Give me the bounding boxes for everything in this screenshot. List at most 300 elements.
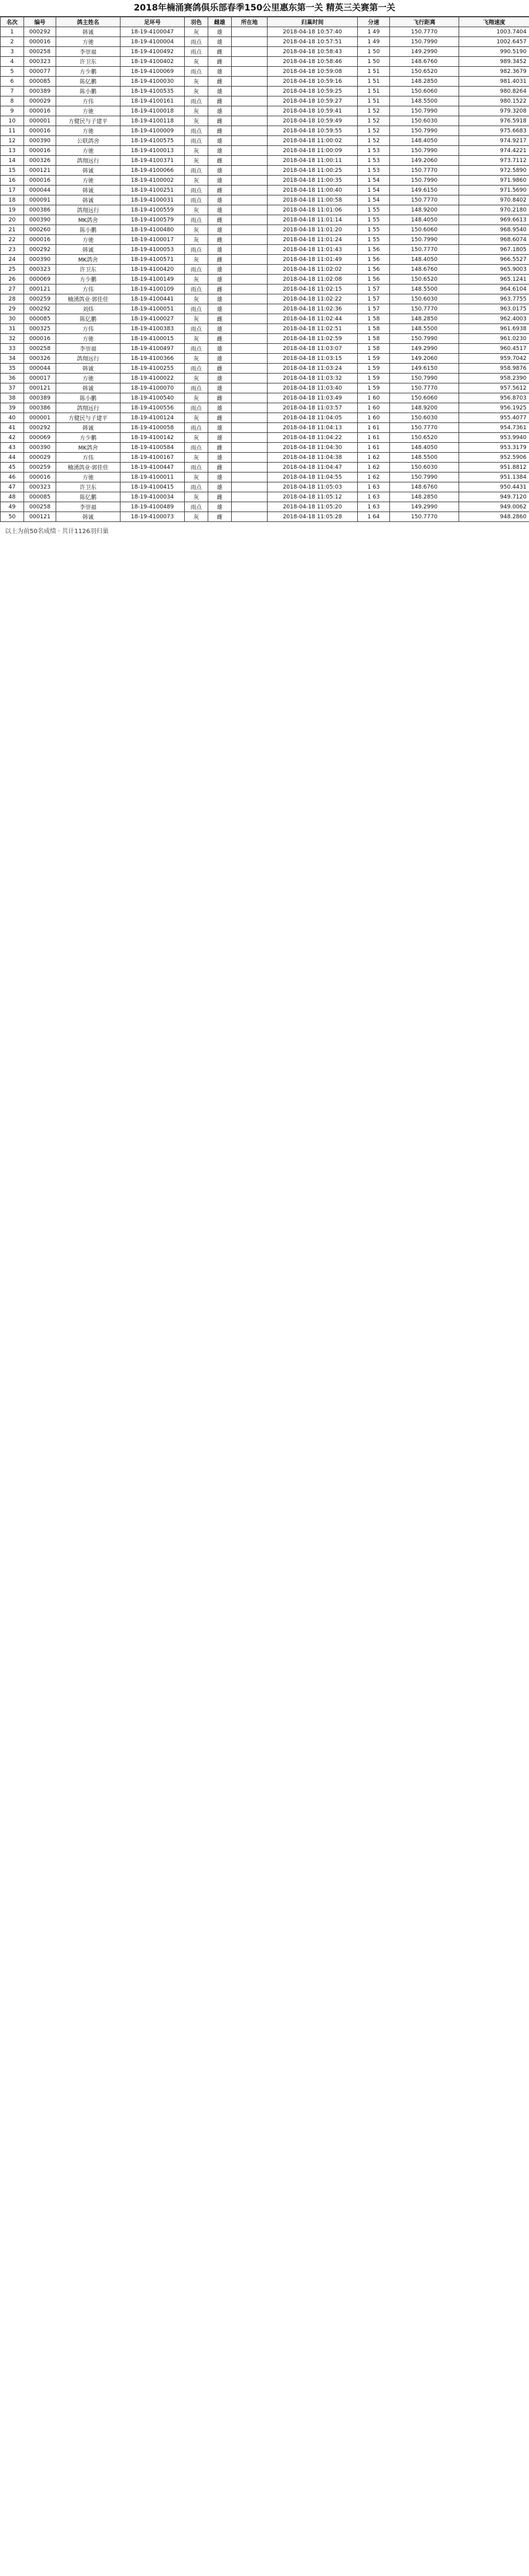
- table-cell: 951.1384: [459, 473, 529, 482]
- table-cell: 1 59: [358, 383, 390, 393]
- table-cell: 2018-04-18 11:01:14: [268, 215, 358, 225]
- table-cell: 18: [1, 195, 24, 205]
- table-cell: 148.4050: [390, 255, 459, 265]
- table-cell: 000292: [24, 27, 56, 37]
- table-cell: [232, 383, 268, 393]
- table-cell: 陈亿鹏: [56, 77, 121, 87]
- table-row: [1, 255, 529, 265]
- table-cell: 雌: [208, 443, 232, 453]
- table-cell: 灰: [185, 334, 208, 344]
- table-cell: 1 58: [358, 314, 390, 324]
- table-cell: 雌: [208, 314, 232, 324]
- table-cell: 150.7990: [390, 235, 459, 245]
- table-cell: 2018-04-18 10:57:40: [268, 27, 358, 37]
- table-cell: 000292: [24, 245, 56, 255]
- table-cell: 150.7990: [390, 146, 459, 156]
- table-cell: 雨点: [185, 96, 208, 106]
- table-cell: 2018-04-18 10:59:16: [268, 77, 358, 87]
- column-header: 羽色: [185, 17, 208, 27]
- table-cell: [232, 146, 268, 156]
- table-cell: 3: [1, 47, 24, 57]
- table-cell: 2018-04-18 11:01:06: [268, 205, 358, 215]
- table-cell: 30: [1, 314, 24, 324]
- table-cell: 31: [1, 324, 24, 334]
- table-cell: 18-19-4100584: [121, 443, 185, 453]
- table-cell: 2018-04-18 11:04:13: [268, 423, 358, 433]
- table-cell: 46: [1, 473, 24, 482]
- table-cell: 962.4003: [459, 314, 529, 324]
- table-cell: 雌: [208, 334, 232, 344]
- table-cell: 2018-04-18 11:05:28: [268, 512, 358, 522]
- table-cell: 鸽翔远行: [56, 354, 121, 364]
- table-cell: 18-19-4100004: [121, 37, 185, 47]
- table-cell: 灰: [185, 87, 208, 96]
- table-cell: 49: [1, 502, 24, 512]
- table-cell: 953.9940: [459, 433, 529, 443]
- table-cell: 灰: [185, 433, 208, 443]
- table-cell: 23: [1, 245, 24, 255]
- table-cell: [232, 96, 268, 106]
- table-cell: 149.2990: [390, 502, 459, 512]
- table-row: [1, 383, 529, 393]
- table-cell: 2018-04-18 11:02:59: [268, 334, 358, 344]
- table-cell: [232, 463, 268, 473]
- column-header: 足环号: [121, 17, 185, 27]
- table-cell: 雨点: [185, 186, 208, 195]
- table-cell: 8: [1, 96, 24, 106]
- table-cell: 1 60: [358, 403, 390, 413]
- table-cell: 150.7990: [390, 374, 459, 383]
- table-cell: 1 49: [358, 37, 390, 47]
- table-cell: [232, 473, 268, 482]
- table-cell: [232, 245, 268, 255]
- table-cell: 000001: [24, 413, 56, 423]
- table-cell: 2018-04-18 10:58:46: [268, 57, 358, 67]
- table-cell: 25: [1, 265, 24, 275]
- table-cell: 18-19-4100047: [121, 27, 185, 37]
- table-row: [1, 27, 529, 37]
- table-cell: 2018-04-18 11:00:09: [268, 146, 358, 156]
- table-cell: 36: [1, 374, 24, 383]
- table-cell: [232, 156, 268, 166]
- table-cell: 970.8402: [459, 195, 529, 205]
- table-cell: 灰: [185, 473, 208, 482]
- table-cell: 方驰: [56, 146, 121, 156]
- table-cell: 18-19-4100066: [121, 166, 185, 176]
- table-cell: 2018-04-18 11:03:57: [268, 403, 358, 413]
- table-cell: 150.6520: [390, 67, 459, 77]
- table-cell: 22: [1, 235, 24, 245]
- table-cell: 18-19-4100017: [121, 235, 185, 245]
- table-cell: 989.3452: [459, 57, 529, 67]
- table-cell: 000323: [24, 482, 56, 492]
- table-cell: 雨点: [185, 166, 208, 176]
- table-cell: 雄: [208, 502, 232, 512]
- table-cell: 41: [1, 423, 24, 433]
- table-cell: 000390: [24, 215, 56, 225]
- table-cell: 149.2060: [390, 156, 459, 166]
- column-header: 飞行距离: [390, 17, 459, 27]
- table-row: [1, 453, 529, 463]
- table-cell: 雄: [208, 453, 232, 463]
- table-cell: 雄: [208, 354, 232, 364]
- table-cell: [232, 106, 268, 116]
- table-cell: 1 50: [358, 57, 390, 67]
- table-cell: 雌: [208, 215, 232, 225]
- table-cell: 9: [1, 106, 24, 116]
- table-cell: 2018-04-18 11:02:44: [268, 314, 358, 324]
- table-cell: 18-19-4100402: [121, 57, 185, 67]
- table-cell: 雌: [208, 126, 232, 136]
- table-row: [1, 304, 529, 314]
- table-cell: 150.7770: [390, 383, 459, 393]
- table-cell: [232, 482, 268, 492]
- table-row: [1, 285, 529, 294]
- table-cell: 1003.7404: [459, 27, 529, 37]
- table-cell: 雌: [208, 255, 232, 265]
- table-cell: 974.4221: [459, 146, 529, 156]
- table-cell: 李崇福: [56, 502, 121, 512]
- table-cell: 雄: [208, 374, 232, 383]
- table-cell: [232, 502, 268, 512]
- footer-note: 以上为前50名成绩 · 共计1126羽归巢: [5, 528, 109, 535]
- table-cell: 150.7990: [390, 126, 459, 136]
- table-cell: 方驰: [56, 176, 121, 186]
- table-cell: 雌: [208, 96, 232, 106]
- table-cell: 000326: [24, 156, 56, 166]
- table-cell: 150.6030: [390, 463, 459, 473]
- table-cell: 雨点: [185, 215, 208, 225]
- table-cell: 雨点: [185, 304, 208, 314]
- table-cell: 2018-04-18 11:00:25: [268, 166, 358, 176]
- table-cell: [232, 47, 268, 57]
- table-cell: 18-19-4100109: [121, 285, 185, 294]
- table-cell: 972.5890: [459, 166, 529, 176]
- table-cell: 雄: [208, 37, 232, 47]
- table-cell: 000044: [24, 186, 56, 195]
- table-cell: [232, 443, 268, 453]
- table-cell: [232, 166, 268, 176]
- table-cell: 1 63: [358, 482, 390, 492]
- table-cell: 32: [1, 334, 24, 344]
- table-cell: 18-19-4100167: [121, 453, 185, 463]
- table-cell: 韩诚: [56, 166, 121, 176]
- table-cell: 000121: [24, 383, 56, 393]
- table-cell: 000260: [24, 225, 56, 235]
- table-cell: [232, 27, 268, 37]
- table-cell: 000292: [24, 423, 56, 433]
- table-row: [1, 275, 529, 285]
- table-cell: [232, 364, 268, 374]
- table-row: [1, 195, 529, 205]
- table-cell: 方驰: [56, 374, 121, 383]
- table-cell: 964.6104: [459, 285, 529, 294]
- table-cell: 150.6060: [390, 225, 459, 235]
- table-cell: [232, 37, 268, 47]
- table-cell: 1 53: [358, 166, 390, 176]
- table-cell: 灰: [185, 275, 208, 285]
- table-cell: 955.4077: [459, 413, 529, 423]
- table-cell: 灰: [185, 176, 208, 186]
- table-cell: 18-19-4100447: [121, 463, 185, 473]
- table-cell: 方驰: [56, 334, 121, 344]
- table-cell: 韩诚: [56, 364, 121, 374]
- table-cell: 2018-04-18 10:59:25: [268, 87, 358, 96]
- table-cell: 1 53: [358, 156, 390, 166]
- table-cell: 2018-04-18 11:03:24: [268, 364, 358, 374]
- table-cell: 45: [1, 463, 24, 473]
- table-cell: 1 51: [358, 96, 390, 106]
- table-cell: 149.6150: [390, 364, 459, 374]
- table-cell: 950.4431: [459, 482, 529, 492]
- table-cell: 18-19-4100073: [121, 512, 185, 522]
- table-cell: 1 54: [358, 195, 390, 205]
- table-cell: 000121: [24, 512, 56, 522]
- table-cell: [232, 324, 268, 334]
- table-row: [1, 87, 529, 96]
- table-cell: 24: [1, 255, 24, 265]
- table-cell: 37: [1, 383, 24, 393]
- table-cell: 000016: [24, 146, 56, 156]
- table-cell: 雨点: [185, 67, 208, 77]
- table-cell: 961.6938: [459, 324, 529, 334]
- table-cell: 974.9217: [459, 136, 529, 146]
- table-cell: 000325: [24, 324, 56, 334]
- table-cell: 1 58: [358, 334, 390, 344]
- table-cell: 雄: [208, 275, 232, 285]
- table-cell: 959.7042: [459, 354, 529, 364]
- table-cell: 2018-04-18 11:00:58: [268, 195, 358, 205]
- table-cell: 方驰: [56, 37, 121, 47]
- table-cell: 148.6760: [390, 57, 459, 67]
- table-cell: 000258: [24, 47, 56, 57]
- table-cell: 2018-04-18 11:01:20: [268, 225, 358, 235]
- table-cell: 954.7361: [459, 423, 529, 433]
- table-cell: 方伟: [56, 453, 121, 463]
- table-row: [1, 344, 529, 354]
- table-cell: 958.2390: [459, 374, 529, 383]
- table-cell: 方驰: [56, 106, 121, 116]
- table-row: [1, 502, 529, 512]
- table-cell: 000292: [24, 304, 56, 314]
- table-cell: 陈小鹏: [56, 225, 121, 235]
- table-cell: 18-19-4100371: [121, 156, 185, 166]
- table-cell: 148.2850: [390, 77, 459, 87]
- table-cell: 18-19-4100051: [121, 304, 185, 314]
- table-cell: 灰: [185, 512, 208, 522]
- table-cell: 18-19-4100149: [121, 275, 185, 285]
- table-cell: 13: [1, 146, 24, 156]
- table-cell: [232, 225, 268, 235]
- table-cell: 000069: [24, 433, 56, 443]
- table-cell: [232, 512, 268, 522]
- table-cell: 148.4050: [390, 215, 459, 225]
- table-cell: 2018-04-18 11:04:47: [268, 463, 358, 473]
- table-cell: 148.5500: [390, 324, 459, 334]
- table-cell: 雨点: [185, 37, 208, 47]
- table-cell: 2018-04-18 11:00:02: [268, 136, 358, 146]
- table-cell: [232, 116, 268, 126]
- table-cell: 2018-04-18 10:57:51: [268, 37, 358, 47]
- table-cell: 1 55: [358, 225, 390, 235]
- table-cell: 000016: [24, 37, 56, 47]
- table-cell: 陈小鹏: [56, 87, 121, 96]
- table-cell: [232, 294, 268, 304]
- table-cell: 000326: [24, 354, 56, 364]
- table-cell: 1 52: [358, 106, 390, 116]
- table-cell: 2018-04-18 11:04:22: [268, 433, 358, 443]
- table-cell: 方驰: [56, 126, 121, 136]
- table-cell: 18-19-4100255: [121, 364, 185, 374]
- table-cell: 2018-04-18 11:00:35: [268, 176, 358, 186]
- table-cell: 雄: [208, 403, 232, 413]
- table-cell: 000029: [24, 453, 56, 463]
- table-cell: 鸽翔远行: [56, 205, 121, 215]
- table-cell: 灰: [185, 492, 208, 502]
- table-cell: 2018-04-18 10:59:41: [268, 106, 358, 116]
- table-cell: 150.7990: [390, 334, 459, 344]
- table-cell: 953.3179: [459, 443, 529, 453]
- table-cell: 1 62: [358, 453, 390, 463]
- table-cell: 000085: [24, 314, 56, 324]
- table-cell: 000259: [24, 294, 56, 304]
- table-cell: 000016: [24, 176, 56, 186]
- table-cell: 1 62: [358, 473, 390, 482]
- table-cell: 雄: [208, 433, 232, 443]
- table-cell: 灰: [185, 57, 208, 67]
- table-cell: [232, 354, 268, 364]
- table-cell: 10: [1, 116, 24, 126]
- table-cell: 雨点: [185, 245, 208, 255]
- table-cell: 雨点: [185, 423, 208, 433]
- table-row: [1, 96, 529, 106]
- table-cell: 18-19-4100383: [121, 324, 185, 334]
- table-cell: [232, 186, 268, 195]
- table-cell: 1 55: [358, 235, 390, 245]
- table-row: [1, 57, 529, 67]
- table-row: [1, 106, 529, 116]
- table-cell: 18-19-4100540: [121, 393, 185, 403]
- table-cell: 韩诚: [56, 245, 121, 255]
- table-cell: 150.7990: [390, 176, 459, 186]
- table-cell: 灰: [185, 314, 208, 324]
- table-cell: 000016: [24, 106, 56, 116]
- table-cell: 1 61: [358, 423, 390, 433]
- table-cell: 楠湧鸽业·郭佳佳: [56, 463, 121, 473]
- table-cell: 000323: [24, 265, 56, 275]
- table-cell: 27: [1, 285, 24, 294]
- table-cell: 灰: [185, 413, 208, 423]
- column-header: 编号: [24, 17, 56, 27]
- table-cell: 2: [1, 37, 24, 47]
- table-cell: 1 58: [358, 324, 390, 334]
- table-cell: 000069: [24, 275, 56, 285]
- table-cell: 1002.6457: [459, 37, 529, 47]
- table-cell: 000016: [24, 473, 56, 482]
- table-cell: 雌: [208, 492, 232, 502]
- table-cell: 雨点: [185, 383, 208, 393]
- table-cell: 雌: [208, 77, 232, 87]
- table-cell: [232, 265, 268, 275]
- table-cell: 957.5612: [459, 383, 529, 393]
- table-cell: [232, 314, 268, 324]
- table-cell: 雄: [208, 265, 232, 275]
- table-cell: 000016: [24, 235, 56, 245]
- table-cell: 148.6760: [390, 265, 459, 275]
- table-cell: 000390: [24, 443, 56, 453]
- table-cell: 18-19-4100535: [121, 87, 185, 96]
- table-cell: 1 53: [358, 146, 390, 156]
- table-row: [1, 403, 529, 413]
- table-cell: 2018-04-18 11:04:38: [268, 453, 358, 463]
- column-header: 鸽主姓名: [56, 17, 121, 27]
- table-cell: 灰: [185, 294, 208, 304]
- table-cell: 18-19-4100027: [121, 314, 185, 324]
- table-cell: [232, 492, 268, 502]
- table-cell: 000389: [24, 87, 56, 96]
- table-cell: 雄: [208, 225, 232, 235]
- table-cell: 灰: [185, 374, 208, 383]
- table-cell: 1 59: [358, 354, 390, 364]
- table-cell: 方伟: [56, 324, 121, 334]
- table-cell: 17: [1, 186, 24, 195]
- table-cell: 方驰: [56, 473, 121, 482]
- table-cell: 雌: [208, 47, 232, 57]
- table-cell: 18-19-4100366: [121, 354, 185, 364]
- table-cell: 1 62: [358, 463, 390, 473]
- column-header: 所在地: [232, 17, 268, 27]
- table-cell: 18-19-4100480: [121, 225, 185, 235]
- table-cell: 雌: [208, 235, 232, 245]
- table-cell: 000077: [24, 67, 56, 77]
- table-cell: 18-19-4100070: [121, 383, 185, 393]
- table-cell: 韩诚: [56, 186, 121, 195]
- table-cell: 148.5500: [390, 96, 459, 106]
- table-row: [1, 512, 529, 522]
- table-cell: 2018-04-18 10:59:49: [268, 116, 358, 126]
- table-cell: 7: [1, 87, 24, 96]
- table-cell: 1 59: [358, 374, 390, 383]
- table-cell: 38: [1, 393, 24, 403]
- table-cell: 000323: [24, 57, 56, 67]
- table-cell: 18-19-4100018: [121, 106, 185, 116]
- table-cell: 1 50: [358, 47, 390, 57]
- table-cell: 150.7770: [390, 245, 459, 255]
- table-cell: 雄: [208, 27, 232, 37]
- table-cell: 150.7770: [390, 27, 459, 37]
- table-cell: 1 55: [358, 205, 390, 215]
- table-cell: 18-19-4100497: [121, 344, 185, 354]
- table-cell: 1 56: [358, 265, 390, 275]
- table-cell: 雄: [208, 106, 232, 116]
- table-row: [1, 393, 529, 403]
- table-cell: 方健民与子建平: [56, 413, 121, 423]
- table-row: [1, 235, 529, 245]
- table-cell: 1 58: [358, 344, 390, 354]
- table-cell: 18-19-4100251: [121, 186, 185, 195]
- table-cell: 963.7755: [459, 294, 529, 304]
- table-cell: 雨点: [185, 502, 208, 512]
- table-row: [1, 433, 529, 443]
- table-cell: 18-19-4100489: [121, 502, 185, 512]
- table-cell: 976.5918: [459, 116, 529, 126]
- table-cell: 148.9200: [390, 403, 459, 413]
- table-cell: 雌: [208, 393, 232, 403]
- table-cell: 刘炜: [56, 304, 121, 314]
- table-cell: 961.0230: [459, 334, 529, 344]
- table-cell: 18-19-4100002: [121, 176, 185, 186]
- table-cell: 6: [1, 77, 24, 87]
